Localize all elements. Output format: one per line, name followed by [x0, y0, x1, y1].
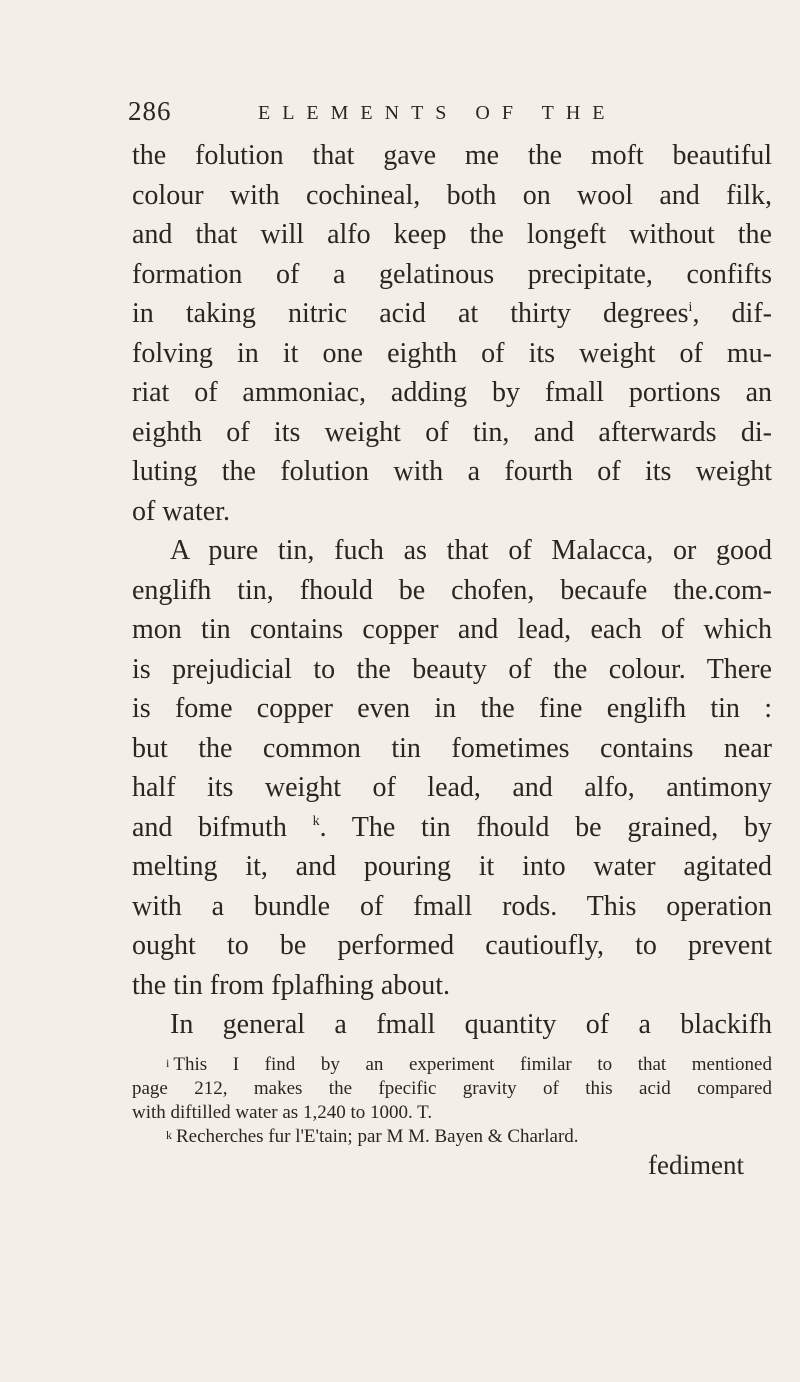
page-number: 286 [128, 96, 172, 126]
text-line: is prejudicial to the beauty of the colour. There [132, 653, 772, 685]
footnote-line [132, 1053, 772, 1077]
footnote-line: page 212, makes the fpecific gravity of this acid compared [132, 1078, 772, 1099]
footnote-text: This I find by an experiment fimilar to that mentioned [173, 1054, 772, 1075]
text-line: of water. [132, 495, 230, 527]
body-text [132, 136, 772, 1045]
footnote-reference-k: k [312, 813, 320, 829]
text-line: ought to be performed cautioufly, to prevent [132, 930, 772, 961]
text-line: riat of ammoniac, adding by fmall portions an [132, 377, 772, 408]
text-line: formation of a gelatinous precipitate, confifts [132, 258, 772, 290]
text-line [132, 294, 772, 334]
text-segment: . The tin fhould be grained, by [319, 811, 773, 843]
footnote-line [132, 1125, 772, 1149]
text-line: folving in it one eighth of its weight of mu- [132, 337, 772, 369]
text-line: with a bundle of fmall rods. This operation [132, 890, 772, 922]
text-line: In general a fmall quantity of a blackifh [170, 1009, 772, 1040]
text-line: is fome copper even in the fine englifh tin : [132, 693, 772, 724]
footnote-mark-i: i [166, 1056, 170, 1070]
text-line: the folution that gave me the moft beautiful [132, 140, 772, 171]
text-line: A pure tin, fuch as that of Malacca, or good [170, 535, 772, 566]
text-line: and that will alfo keep the longeft without the [132, 219, 772, 250]
catchword: fediment [648, 1150, 744, 1180]
running-head: ELEMENTS OF THE [258, 102, 617, 124]
text-line: eighth of its weight of tin, and afterwards di- [132, 416, 772, 448]
footnote-line: with diftilled water as 1,240 to 1000. T. [132, 1102, 433, 1123]
text-line [132, 808, 772, 848]
page-header [128, 96, 728, 136]
text-line: melting it, and pouring it into water agitated [132, 851, 772, 882]
footnote-text: Recherches fur l'E'tain; par M M. Bayen & Charlard. [176, 1126, 579, 1147]
footnote-mark-k: k [166, 1128, 172, 1142]
text-line: colour with cochineal, both on wool and filk, [132, 179, 772, 211]
text-segment: in taking nitric acid at thirty degrees [132, 298, 689, 329]
text-segment: , dif- [692, 298, 772, 329]
text-line: englifh tin, fhould be chofen, becaufe the.com- [132, 574, 772, 606]
footnotes [132, 1053, 772, 1149]
text-line: the tin from fplafhing about. [132, 969, 451, 1001]
text-line: luting the folution with a fourth of its weight [132, 456, 772, 487]
text-line: mon tin contains copper and lead, each of which [132, 614, 772, 645]
text-line: half its weight of lead, and alfo, antimony [132, 772, 772, 803]
text-segment: and bifmuth [132, 811, 287, 843]
footnote-reference-i: i [688, 300, 693, 315]
text-line: but the common tin fometimes contains near [132, 732, 772, 764]
